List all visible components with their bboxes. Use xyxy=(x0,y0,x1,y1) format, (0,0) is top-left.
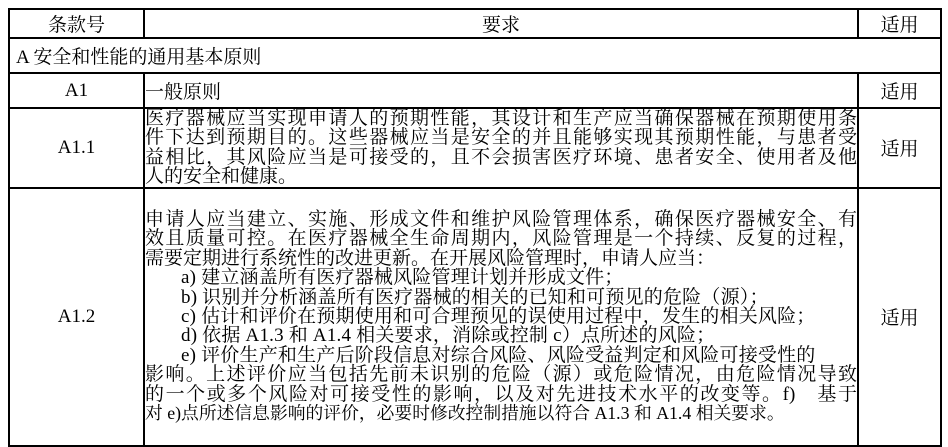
header-applicable: 适用 xyxy=(858,9,941,38)
applicable-cell: 适用 xyxy=(858,73,941,108)
requirement-cell xyxy=(144,188,858,446)
requirement-list-item-e: e) 评价生产和生产后阶段信息对综合风险、风险受益判定和风险可接受性的 xyxy=(181,344,816,366)
requirement-list-item-c: c) 估计和评价在预期使用和可合理预见的误使用过程中，发生的相关风险； xyxy=(181,305,816,327)
table-header-row xyxy=(9,9,941,38)
clause-cell: A1.2 xyxy=(9,188,144,446)
requirement-text-line: 申请人应当建立、实施、形成文件和维护风险管理体系，确保医疗器械安全、有 xyxy=(145,208,857,230)
clause-cell: A1 xyxy=(9,73,144,108)
requirement-text-line: 对 e)点所述信息影响的评价，必要时修改控制措施以符合 A1.3 和 A1.4 相关要求。 xyxy=(145,402,785,423)
table-row-a1 xyxy=(9,73,941,108)
clause-cell: A1.1 xyxy=(9,108,144,188)
section-row-a xyxy=(9,38,941,73)
requirement-text-line: 需要定期进行系统性的改进更新。在开展风险管理时，申请人应当： xyxy=(145,247,716,269)
requirement-list-item-b: b) 识别并分析涵盖所有医疗器械的相关的已知和可预见的危险（源）； xyxy=(181,286,769,308)
requirement-text-line: 医疗器械应当实现申请人的预期性能，其设计和生产应当确保器械在预期使用条 xyxy=(145,108,857,129)
requirement-cell: 一般原则 xyxy=(144,73,858,108)
requirements-table xyxy=(8,8,942,447)
section-title: A 安全和性能的通用基本原则 xyxy=(9,38,941,73)
requirement-text-line: 益相比，其风险应当是可接受的，且不会损害医疗环境、患者安全、使用者及他 xyxy=(145,146,857,168)
requirement-text-line: 的一个或多个风险对可接受性的影响，以及对先进技术水平的改变等。f) 基于 xyxy=(145,383,857,405)
requirement-list-item-d: d) 依据 A1.3 和 A1.4 相关要求，消除或控制 c）点所述的风险； xyxy=(181,325,716,347)
table-row-a1-2 xyxy=(9,188,941,446)
requirement-text-line: 件下达到预期目的。这些器械应当是安全的并且能够实现其预期性能，与患者受 xyxy=(145,127,857,149)
applicable-cell: 适用 xyxy=(858,108,941,188)
requirement-text-line: 人的安全和健康。 xyxy=(145,166,298,188)
table-row-a1-1 xyxy=(9,108,941,188)
requirement-text-line: 效且质量可控。在医疗器械全生命周期内，风险管理是一个持续、反复的过程， xyxy=(145,228,857,250)
requirement-list-item-a: a) 建立涵盖所有医疗器械风险管理计划并形成文件； xyxy=(181,267,624,289)
requirement-text-line: 影响。上述评价应当包括先前未识别的危险（源）或危险情况，由危险情况导致 xyxy=(145,364,857,386)
header-clause-number: 条款号 xyxy=(9,9,144,38)
applicable-cell: 适用 xyxy=(858,188,941,446)
header-requirement: 要求 xyxy=(144,9,858,38)
requirement-cell xyxy=(144,108,858,188)
